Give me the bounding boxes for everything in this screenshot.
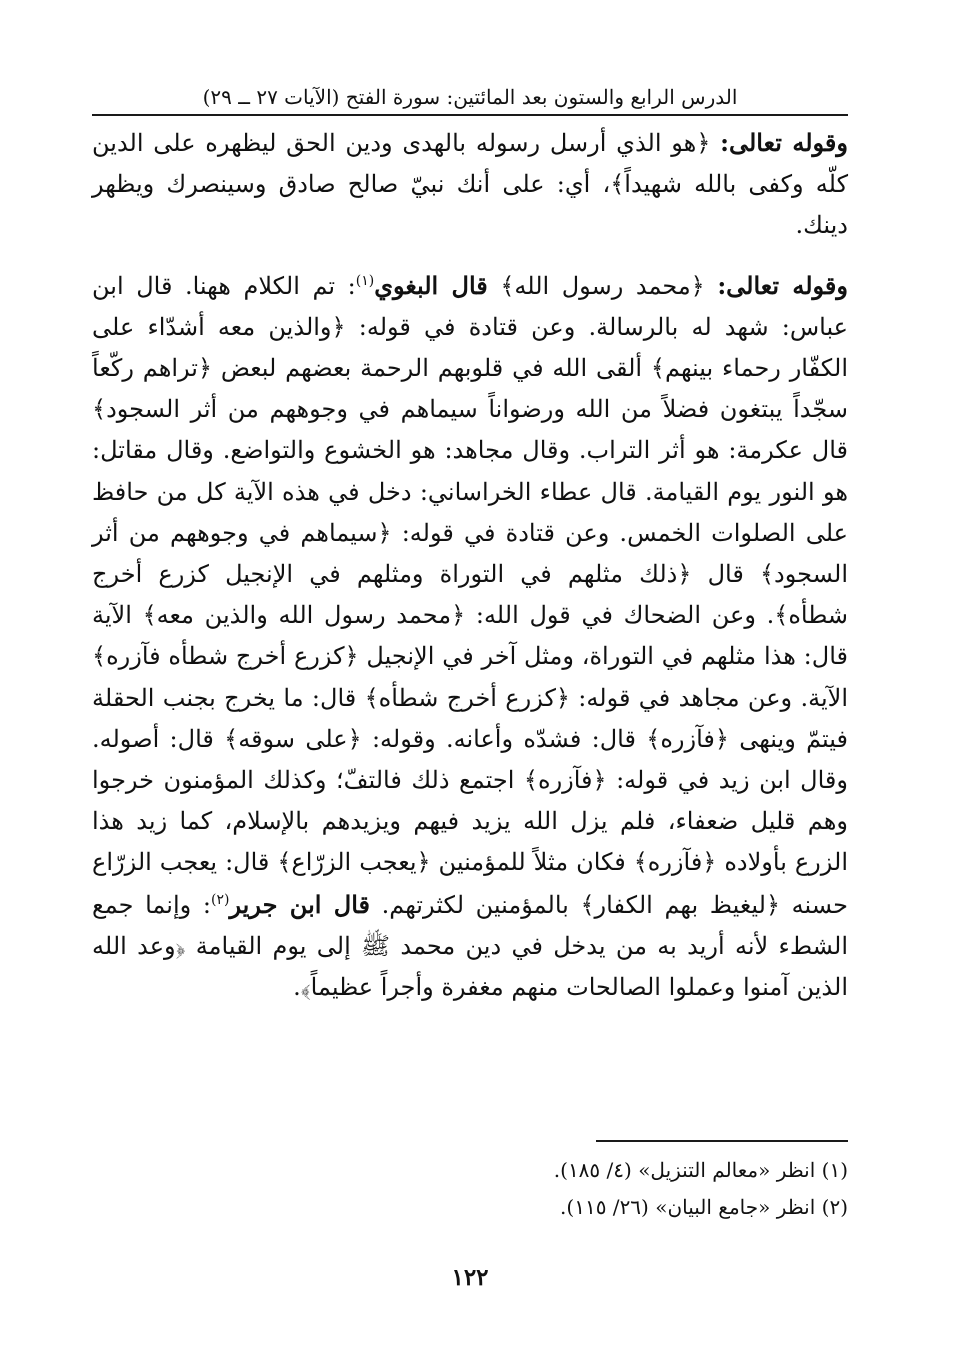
paragraph-text: : وإنما جمع الشطء لأنه أريد به من يدخل في دين محمد ﷺ إلى يوم القيامة ﴿وعد الله الذين آمنوا وعملوا الصالحات منهم مغفرة وأجراً عظيماً﴾. (92, 890, 848, 1002)
paragraph-text: ﴿هو الذي أرسل رسوله بالهدى ودين الحق ليظهره على الدين كلّه وكفى بالله شهيداً﴾، أي: على أنك نبيّ صالح صادق وسينصرك ويظهر دينك. (92, 129, 848, 240)
footnote-ref-1: (١) (355, 272, 375, 289)
book-page (92, 84, 848, 1304)
running-header: الدرس الرابع والستون بعد المائتين: سورة الفتح (الآيات ٢٧ ــ ٢٩) (92, 84, 848, 116)
baghawi-citation: قال البغوي (374, 270, 488, 300)
footnote-ref-2: (٢) (210, 891, 230, 908)
footnotes (92, 1152, 848, 1226)
paragraph-text: : تم الكلام ههنا. قال ابن عباس: شهد له بالرسالة. وعن قتادة في قوله: ﴿والذين معه أشدّاء على الكفّار رحماء بينهم﴾ ألقى الله في قلوبهم الرحمة بعضهم لبعض ﴿تراهم ركّعاً سجّداً يبتغون فضلاً من الله ورضواناً سيماهم في وجوههم من أثر السجود﴾ قال عكرمة: هو أثر التراب. وقال مجاهد: هو الخشوع والتواضع. وقال مقاتل: هو النور يوم القيامة. قال عطاء الخراساني: دخل في هذه الآية كل من حافظ على الصلوات الخمس. وعن قتادة في قوله: ﴿سيماهم في وجوههم من أثر السجود﴾ قال ﴿ذلك مثلهم في التوراة ومثلهم في الإنجيل كزرع أخرج شطأه﴾. وعن الضحاك في قول الله: ﴿محمد رسول الله والذين معه﴾ الآية قال: هذا مثلهم في التوراة، ومثل آخر في الإنجيل ﴿كزرع أخرج شطأه فآزره﴾ الآية. وعن مجاهد في قوله: ﴿كزرع أخرج شطأه﴾ قال: ما يخرج بجنب الحقلة فيتمّ وينهى ﴿فآزره﴾ قال: فشدّه وأعانه. وقوله: ﴿على سوقه﴾ قال: أصوله. وقال ابن زيد في قوله: ﴿فآزره﴾ اجتمع ذلك فالتفّ؛ وكذلك المؤمنون خرجوا وهم قليل ضعفاء، فلم يزل الله يزيد فيهم ويزيدهم بالإسلام، كما زيد هذا الزرع بأولاده ﴿فآزره﴾ فكان مثلاً للمؤمنين ﴿يعجب الزرّاع﴾ قال: يعجب الزرّاع حسنه ﴿ليغيظ بهم الكفار﴾ بالمؤمنين لكثرتهم. (92, 271, 849, 919)
ibn-jarir-citation: قال ابن جرير (229, 889, 370, 919)
paragraph-verse-29 (92, 265, 848, 1009)
footnote-2: (٢) انظر «جامع البيان» (٢٦/ ١١٥). (560, 1195, 848, 1219)
paragraph-verse-28 (92, 122, 848, 247)
main-text (92, 122, 848, 1008)
footnote-separator (596, 1140, 848, 1142)
verse-lead: وقوله تعالى: (717, 270, 848, 300)
footnote-1: (١) انظر «معالم التنزيل» (٤/ ١٨٥). (553, 1158, 848, 1182)
page-number: ١٢٢ (451, 1264, 489, 1291)
verse-lead: وقوله تعالى: (720, 128, 848, 157)
paragraph-text: ﴿محمد رسول الله﴾ (487, 271, 718, 300)
